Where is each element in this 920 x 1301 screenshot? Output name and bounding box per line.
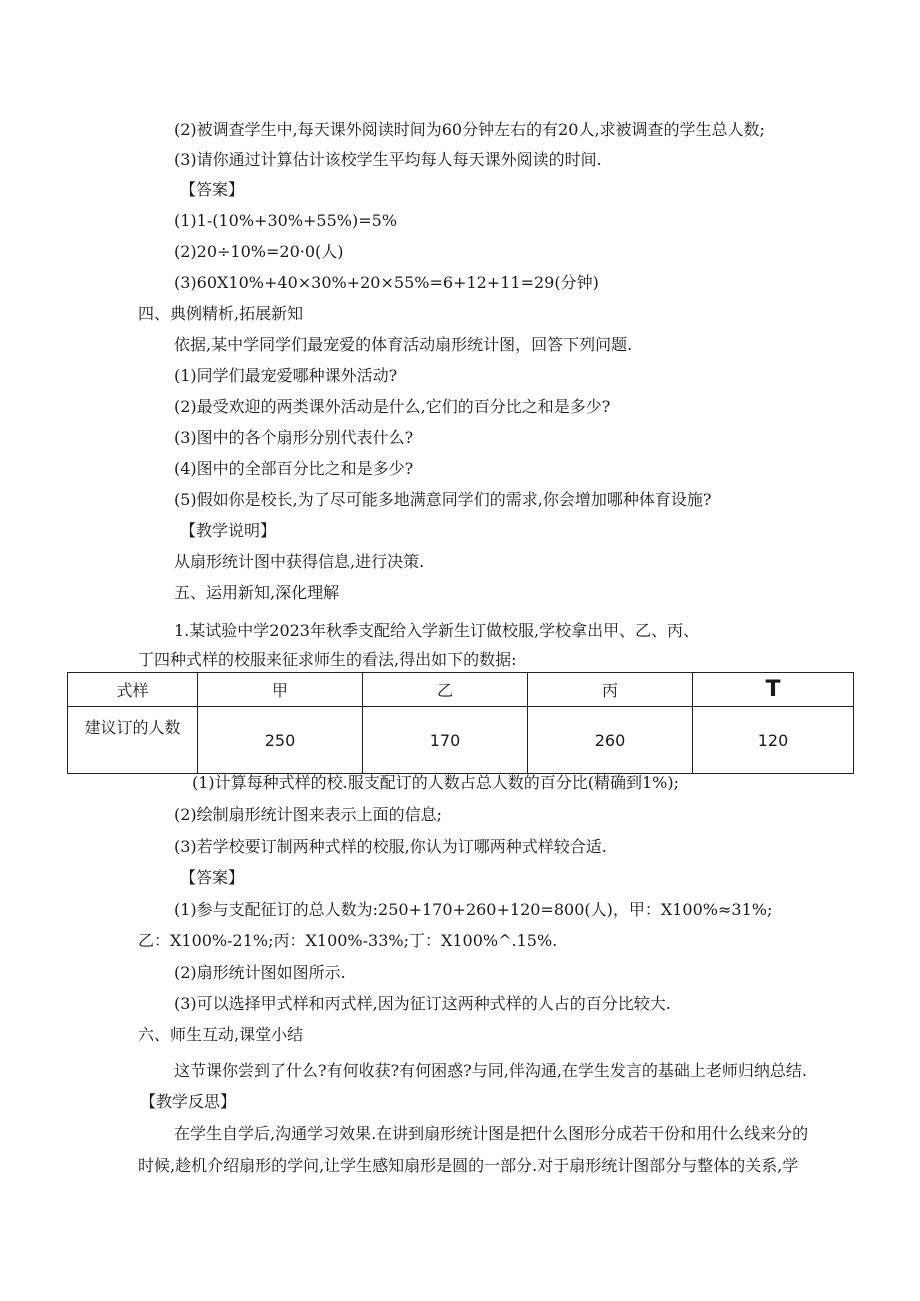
answer-b3: (3)可以选择甲式样和丙式样,因为征订这两种式样的人占的百分比较大. [174, 994, 671, 1013]
table-header-row [68, 673, 854, 707]
answer-1: (1)1-(10%+30%+55%)=5% [174, 211, 398, 230]
answer-heading: 【答案】 [180, 180, 245, 199]
example-q5: (5)假如你是校长,为了尽可能多地满意同学们的需求,你会增加哪种体育设施? [174, 490, 712, 509]
example-q4: (4)图中的全部百分比之和是多少? [174, 459, 414, 478]
example-q1: (1)同学们最宠爱哪种课外活动? [174, 366, 398, 385]
task-2: (2)绘制扇形统计图来表示上面的信息; [174, 805, 443, 824]
header-bing: 丙 [528, 673, 693, 707]
summary: 这节课你尝到了什么?有何收获?有何困惑?与同,伴沟通,在学生发言的基础上老师归纳总结. [174, 1061, 807, 1080]
example-intro: 依据,某中学同学们最宠爱的体育活动扇形统计图，回答下列问题. [174, 335, 633, 354]
table-row [68, 707, 854, 774]
answer-b1-line1: (1)参与支配征订的总人数为:250+170+260+120=800(人)，甲：X100%≈31%; [174, 900, 773, 919]
question-3: (3)请你通过计算估计该校学生平均每人每天课外阅读的时间. [174, 150, 602, 169]
header-yi: 乙 [363, 673, 528, 707]
example-q2: (2)最受欢迎的两类课外活动是什么,它们的百分比之和是多少? [174, 397, 611, 416]
header-ding: T [693, 673, 854, 707]
header-jia: 甲 [198, 673, 363, 707]
header-style: 式样 [68, 673, 198, 707]
reflection-line1: 在学生自学后,沟通学习效果.在讲到扇形统计图是把什么图形分成若干份和用什么线来分的 [174, 1124, 809, 1143]
value-bing: 260 [528, 707, 693, 774]
teaching-note-heading: 【教学说明】 [180, 521, 277, 540]
answer-b1-line2: 乙：X100%-21%;丙：X100%-33%;丁：X100%^.15%. [138, 931, 558, 950]
answer-3: (3)60X10%+40×30%+20×55%=6+12+11=29(分钟) [174, 273, 599, 292]
section-5-heading: 五、运用新知,深化理解 [174, 583, 340, 602]
answer-2: (2)20÷10%=20·0(人) [174, 242, 344, 261]
row-label: 建议订的人数 [68, 707, 198, 774]
value-jia: 250 [198, 707, 363, 774]
question-2: (2)被调查学生中,每天课外阅读时间为60分钟左右的有20人,求被调查的学生总人数; [174, 120, 765, 139]
task-1: (1)计算每种式样的校.服支配订的人数占总人数的百分比(精确到1%); [192, 773, 680, 792]
problem-1-line1: 1.某试验中学2023年秋季支配给入学新生订做校服,学校拿出甲、乙、丙、 [174, 621, 700, 640]
answer-heading-2: 【答案】 [180, 868, 245, 887]
reflection-heading: 【教学反思】 [140, 1092, 237, 1111]
value-ding: 120 [693, 707, 854, 774]
reflection-line2: 时候,趁机介绍扇形的学问,让学生感知扇形是圆的一部分.对于扇形统计图部分与整体的关系,学 [138, 1156, 799, 1175]
teaching-note: 从扇形统计图中获得信息,进行决策. [174, 552, 425, 571]
section-4-heading: 四、典例精析,拓展新知 [138, 304, 304, 323]
task-3: (3)若学校要订制两种式样的校服,你认为订哪两种式样较合适. [174, 837, 607, 856]
problem-1-line2: 丁四种式样的校服来征求师生的看法,得出如下的数据: [138, 650, 517, 669]
section-6-heading: 六、师生互动,课堂小结 [138, 1025, 304, 1044]
example-q3: (3)图中的各个扇形分别代表什么? [174, 428, 414, 447]
value-yi: 170 [363, 707, 528, 774]
uniform-style-table [67, 672, 854, 774]
answer-b2: (2)扇形统计图如图所示. [174, 963, 346, 982]
